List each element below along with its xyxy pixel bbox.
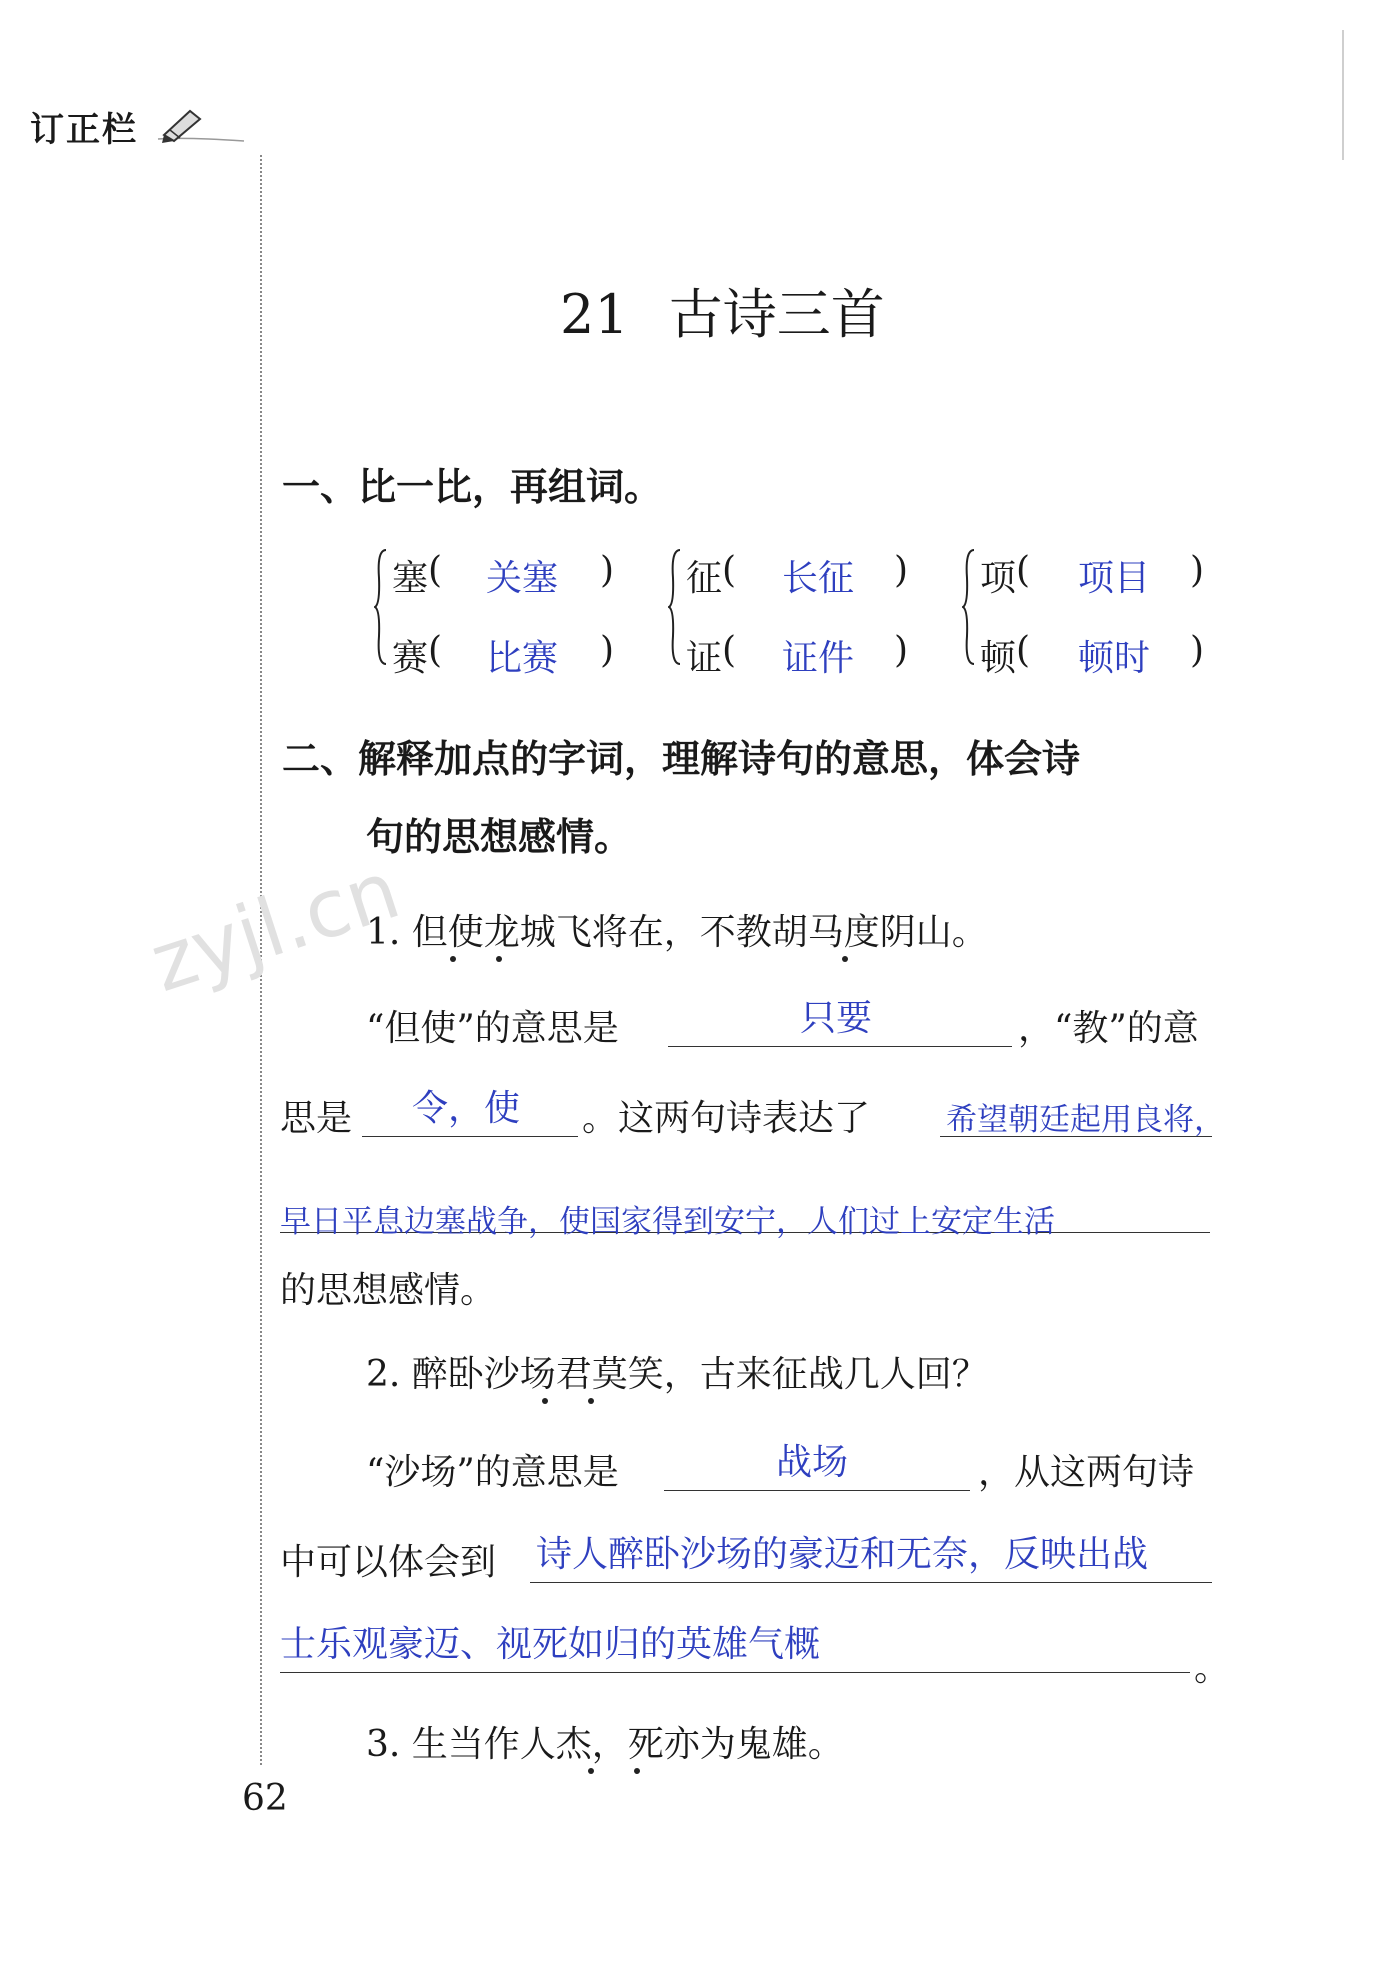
answer-dunshi: 顿时: [1078, 638, 1151, 679]
emphasis-dot: [542, 1398, 548, 1404]
brace-icon: [374, 548, 388, 666]
q1-prompt-3: 的思想感情。: [280, 1270, 497, 1311]
q1-answer-2: 令，使: [412, 1088, 521, 1129]
q2-poem-line: 2. 醉卧沙场君莫笑，古来征战几人回？: [366, 1354, 988, 1395]
q1-answer-line-1: [668, 1046, 1012, 1047]
paren-open: (: [722, 630, 737, 671]
paren-close: ): [600, 550, 615, 591]
brace-icon: [668, 548, 682, 666]
q2-answer-2b: 士乐观豪迈、视死如归的英雄气概: [280, 1624, 821, 1665]
q1-answer-line-2: [362, 1136, 578, 1137]
char-zheng1: 征: [686, 558, 723, 599]
correction-column-title: 订正栏: [30, 102, 246, 156]
watermark: zyjl.cn: [139, 843, 411, 1010]
q1-prompt-1b: ，“教”的意: [1018, 1008, 1199, 1049]
q2-prompt-1b: ，从这两句诗: [978, 1452, 1195, 1493]
q1-prompt-2a: 思是: [280, 1098, 353, 1139]
page-edge-shadow: [1342, 30, 1344, 160]
q1-prompt-2b: 。这两句诗表达了: [582, 1098, 871, 1139]
q2-prompt-1a: “沙场”的意思是: [366, 1452, 619, 1493]
q2-answer-2a: 诗人醉卧沙场的豪迈和无奈，反映出战: [536, 1534, 1149, 1575]
q3-poem-line: 3. 生当作人杰，死亦为鬼雄。: [366, 1724, 844, 1765]
page-number: 62: [242, 1778, 288, 1819]
paren-open: (: [722, 550, 737, 591]
paren-close: ): [894, 550, 909, 591]
lesson-name: 古诗三首: [668, 283, 885, 346]
char-dun: 顿: [980, 638, 1017, 679]
q1-answer-3b: 早日平息边塞战争，使国家得到安宁，人们过上安定生活: [280, 1204, 1055, 1240]
paren-close: ): [600, 630, 615, 671]
brace-icon: [962, 548, 976, 666]
paren-close: ): [1190, 550, 1205, 591]
emphasis-dot: [588, 1768, 594, 1774]
paren-close: ): [1190, 630, 1205, 671]
paren-open: (: [1016, 630, 1031, 671]
lesson-number: 21: [560, 283, 629, 346]
pencil-icon: [156, 107, 246, 156]
q2-answer-line-2b: [280, 1672, 1190, 1673]
section2-heading-line2: 句的思想感情。: [366, 815, 633, 859]
char-xiang: 项: [980, 558, 1017, 599]
q1-answer-3a: 希望朝廷起用良将，: [946, 1102, 1225, 1138]
char-zheng2: 证: [686, 638, 723, 679]
q1-prompt-1a: “但使”的意思是: [366, 1008, 619, 1049]
paren-open: (: [1016, 550, 1031, 591]
answer-guansai: 关塞: [486, 558, 559, 599]
emphasis-dot: [450, 956, 456, 962]
section1-heading: 一、比一比，再组词。: [282, 465, 663, 509]
paren-open: (: [428, 550, 443, 591]
char-sai2: 赛: [392, 638, 429, 679]
emphasis-dot: [496, 956, 502, 962]
q2-answer-line-1: [664, 1490, 970, 1491]
answer-zhengjian: 证件: [782, 638, 855, 679]
paren-open: (: [428, 630, 443, 671]
section2-heading-line1: 二、解释加点的字词，理解诗句的意思，体会诗: [282, 737, 1081, 781]
q2-answer-line-2a: [530, 1582, 1212, 1583]
emphasis-dot: [842, 956, 848, 962]
emphasis-dot: [634, 1768, 640, 1774]
lesson-title: [560, 272, 885, 349]
q2-end-period: 。: [1194, 1648, 1231, 1689]
paren-close: ): [894, 630, 909, 671]
q2-answer-1: 战场: [776, 1442, 849, 1483]
q1-answer-1: 只要: [800, 998, 873, 1039]
q1-poem-line: 1. 但使龙城飞将在，不教胡马度阴山。: [366, 912, 988, 953]
answer-changzheng: 长征: [782, 558, 855, 599]
q2-prompt-2a: 中可以体会到: [280, 1542, 497, 1583]
answer-bisai: 比赛: [486, 638, 559, 679]
char-sai1: 塞: [392, 558, 429, 599]
emphasis-dot: [588, 1398, 594, 1404]
answer-xiangmu: 项目: [1078, 558, 1151, 599]
